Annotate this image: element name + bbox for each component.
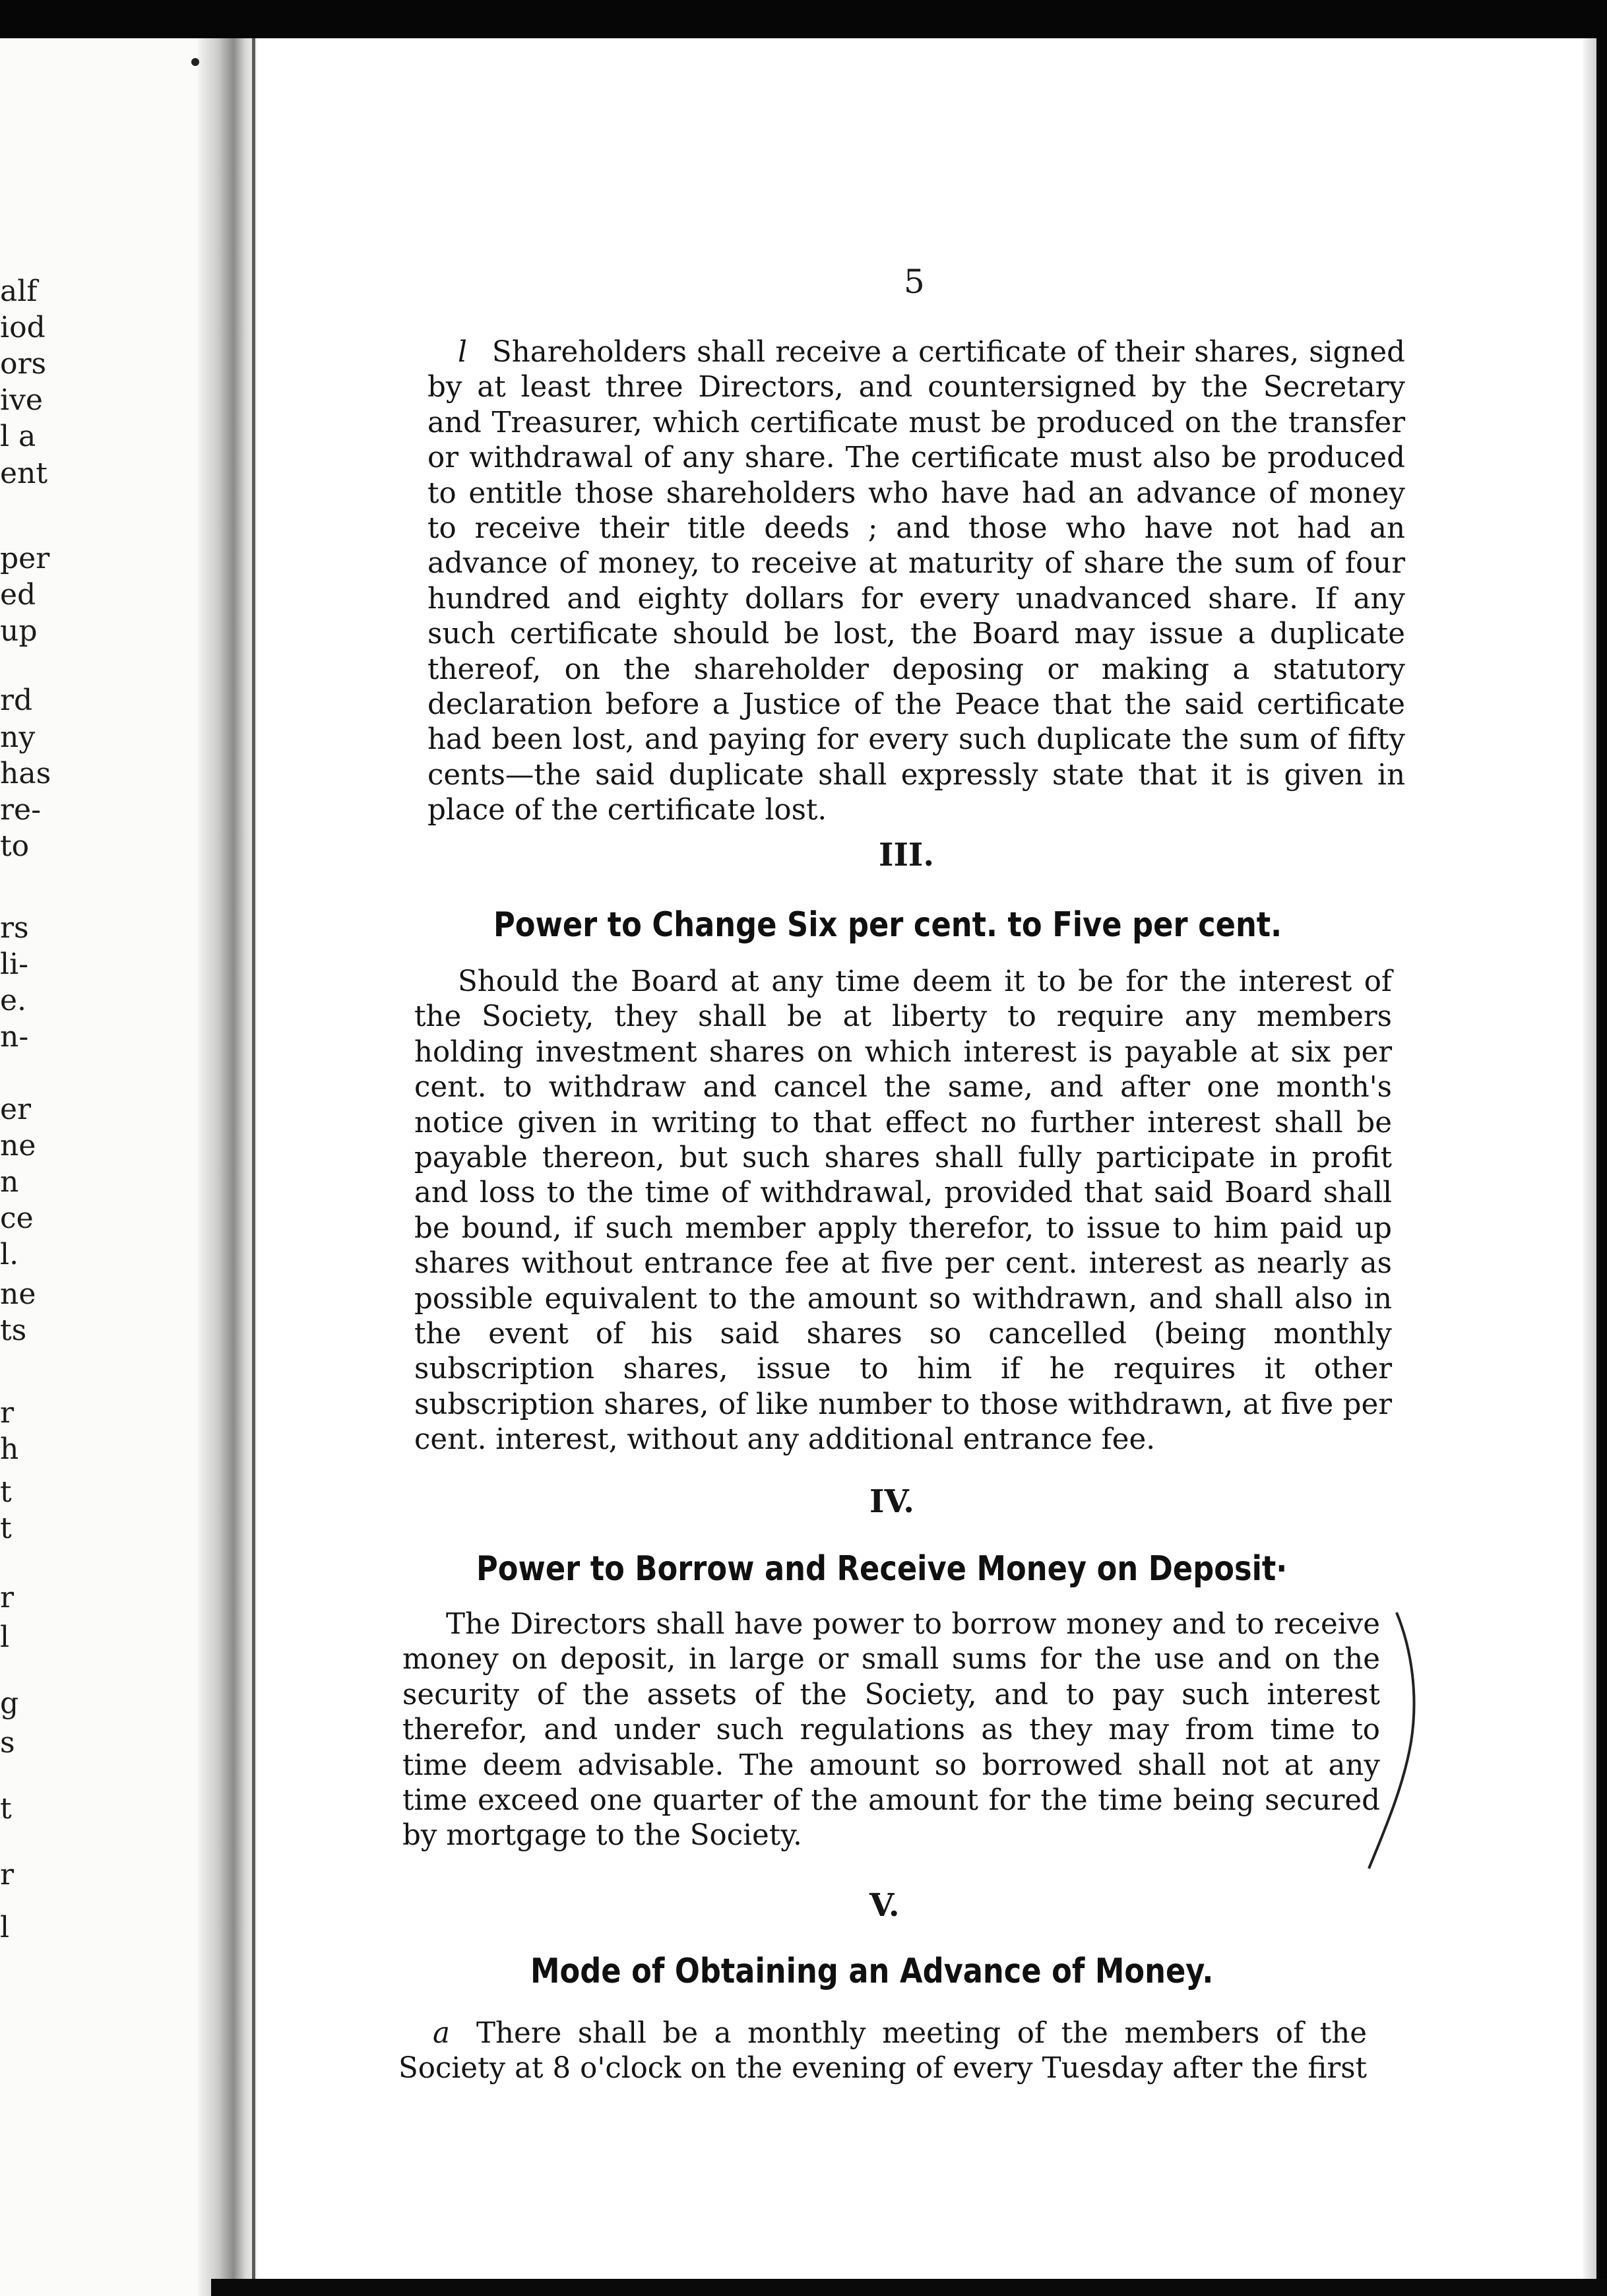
facing-page-fragment: ive bbox=[0, 383, 43, 417]
facing-page-fragment: ts bbox=[0, 1314, 27, 1347]
facing-page-fragment: up bbox=[0, 614, 38, 648]
facing-page-fragment: ne bbox=[0, 1277, 36, 1311]
facing-page-fragment: r bbox=[0, 1581, 15, 1614]
section-numeral-5: V. bbox=[869, 1887, 900, 1924]
facing-page-fragment: l bbox=[0, 1620, 10, 1654]
facing-page-fragment: to bbox=[0, 829, 30, 863]
facing-page-fragment: li- bbox=[0, 947, 29, 981]
facing-page-fragment: r bbox=[0, 1396, 15, 1430]
scan-border-bottom bbox=[211, 2279, 1607, 2296]
facing-page-fragment: rd bbox=[0, 684, 33, 717]
section-5-paragraph bbox=[398, 2016, 1367, 2087]
page-edge bbox=[1583, 38, 1596, 2296]
facing-page-fragment: ed bbox=[0, 578, 36, 612]
paragraph-text: Shareholders shall receive a certificate of their shares, signed by at least three Directors, and countersigned by the Secretary and Treasurer, which certificate must be produced on the transfer or withdrawal of any share. The certificate must also be produced to entitle those shareholders who have had an advance of money to receive their title deeds ; and those who have not had an advance of money, to receive at maturity of share the sum of four hundred and eighty dollars for every unadvanced share. If any such certificate should be lost, the Board may issue a duplicate thereof, on the shareholder deposing or making a statutory declaration before a Justice of the Peace that the said certificate had been lost, and paying for every such duplicate the sum of fifty cents—the said duplicate shall expressly state that it is given in place of the certificate lost. bbox=[427, 336, 1405, 827]
facing-page-fragment: ny bbox=[0, 720, 36, 754]
paragraph-l bbox=[427, 335, 1405, 829]
section-4-text: The Directors shall have power to borrow money and to receive money on deposit, in large or small sums for the use and on the security of the assets of the Society, and to pay such interest therefor, and under such regulations as they may from time to time deem advisable. The amount so borrowed shall not at any time exceed one quarter of the amount for the time being secured by mortgage to the Society. bbox=[402, 1608, 1380, 1853]
section-3-paragraph bbox=[414, 965, 1392, 1458]
section-numeral-4: IV. bbox=[869, 1483, 915, 1520]
facing-page-fragment: n- bbox=[0, 1020, 29, 1054]
facing-page-fragment: per bbox=[0, 542, 50, 575]
facing-page-fragment: ce bbox=[0, 1201, 34, 1235]
facing-page-fragment: l a bbox=[0, 420, 36, 453]
paragraph-label: l bbox=[458, 336, 467, 369]
facing-page-fragment: n bbox=[0, 1165, 19, 1199]
facing-page-fragment: t bbox=[0, 1475, 12, 1509]
section-heading-4: Power to Borrow and Receive Money on Deposit· bbox=[476, 1549, 1288, 1589]
margin-bracket-mark bbox=[1356, 1610, 1422, 1874]
facing-page-fragment: iod bbox=[0, 311, 46, 344]
page-number: 5 bbox=[904, 263, 925, 301]
facing-page-fragment: t bbox=[0, 1792, 12, 1826]
book-gutter bbox=[198, 38, 257, 2296]
facing-page-fragment: g bbox=[0, 1686, 19, 1720]
facing-page-fragment: s bbox=[0, 1726, 15, 1760]
facing-page-fragment: ors bbox=[0, 347, 47, 381]
facing-page-fragment: re- bbox=[0, 793, 41, 827]
ink-spot bbox=[191, 58, 199, 66]
section-5-text: There shall be a monthly meeting of the members of the Society at 8 o'clock on the evening of every Tuesday after the first bbox=[398, 2017, 1367, 2086]
section-4-paragraph bbox=[402, 1607, 1380, 1854]
section-3-text: Should the Board at any time deem it to be for the interest of the Society, they shall be at liberty to require any members holding investment shares on which interest is payable at six per cent. to withdraw and cancel the same, and after one month's notice given in writing to that effect no further interest shall be payable thereon, but such shares shall fully participate in profit and loss to the time of withdrawal, provided that said Board shall be bound, if such member apply therefor, to issue to him paid up shares without entrance fee at five per cent. interest as nearly as possible equivalent to the amount so withdrawn, and shall also in the event of his said shares so cancelled (being monthly subscription shares, issue to him if he requires it other subscription shares, of like number to those withdrawn, at five per cent. interest, without any additional entrance fee. bbox=[414, 965, 1392, 1457]
facing-page-fragment: ent bbox=[0, 457, 48, 490]
facing-page-fragment: rs bbox=[0, 911, 29, 945]
page-fold-line bbox=[252, 38, 255, 2296]
facing-page-fragment: l. bbox=[0, 1238, 19, 1271]
scan-border-top bbox=[0, 0, 1607, 38]
facing-page-fragment: t bbox=[0, 1512, 12, 1545]
section-heading-5: Mode of Obtaining an Advance of Money. bbox=[530, 1952, 1214, 1991]
facing-page-fragment: l bbox=[0, 1911, 10, 1944]
facing-page-fragment: er bbox=[0, 1093, 32, 1126]
facing-page-fragment: h bbox=[0, 1432, 19, 1466]
paragraph-label: a bbox=[433, 2017, 450, 2050]
facing-page-fragment: alf bbox=[0, 274, 38, 308]
section-heading-3: Power to Change Six per cent. to Five per cent. bbox=[493, 905, 1282, 945]
facing-page-fragment: e. bbox=[0, 984, 27, 1017]
facing-page-fragment: ne bbox=[0, 1129, 36, 1163]
section-numeral-3: III. bbox=[879, 837, 935, 874]
facing-page-fragment: r bbox=[0, 1858, 15, 1892]
scan-border-right bbox=[1596, 0, 1607, 2296]
facing-page-fragment: has bbox=[0, 757, 51, 790]
